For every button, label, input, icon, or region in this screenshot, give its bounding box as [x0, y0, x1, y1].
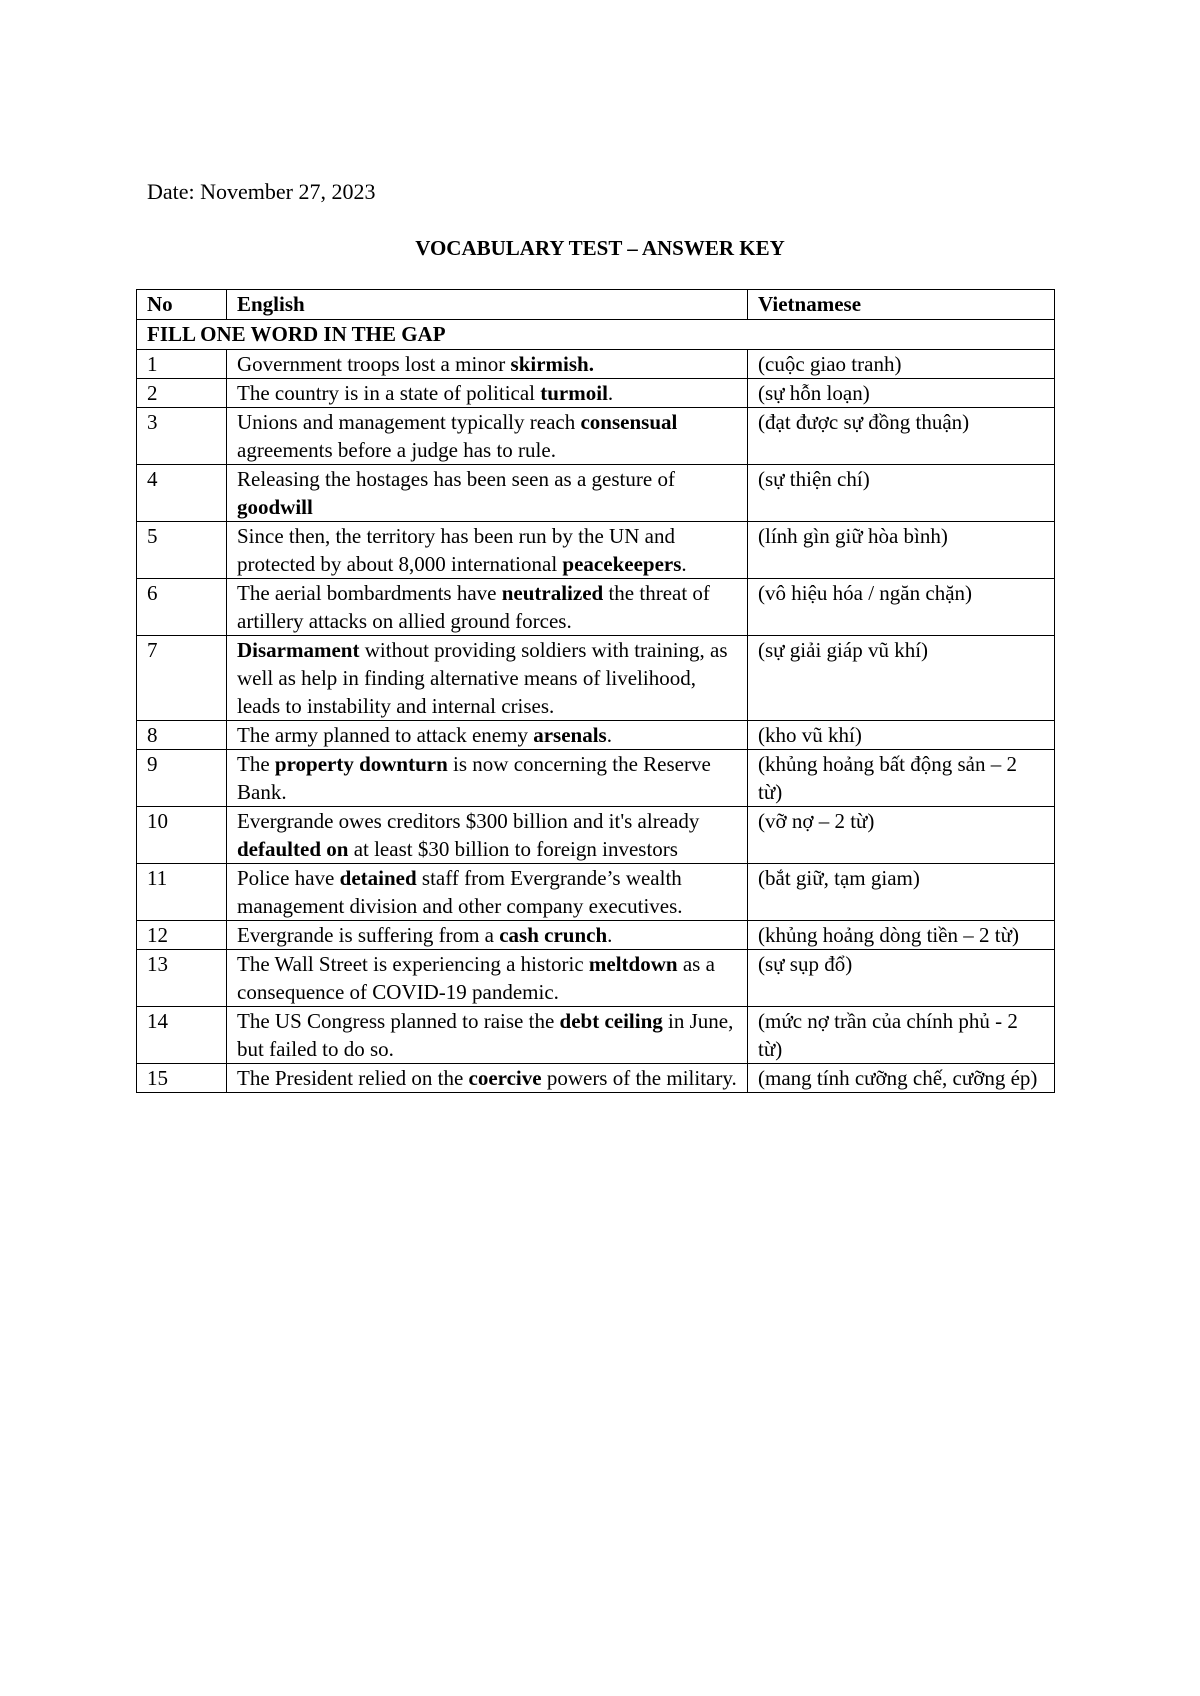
row-number: 10: [137, 807, 227, 864]
vietnamese-meaning: (kho vũ khí): [748, 721, 1055, 750]
sentence-text-before: The army planned to attack enemy: [237, 723, 534, 747]
vietnamese-meaning: (mức nợ trần của chính phủ - 2 từ): [748, 1007, 1055, 1064]
english-sentence: [227, 350, 748, 379]
table-row: [137, 408, 1055, 465]
table-row: [137, 750, 1055, 807]
answer-word: defaulted on: [237, 837, 349, 861]
row-number: 14: [137, 1007, 227, 1064]
sentence-text-after: without providing soldiers with training, as well as help in finding alternative means of livelihood, leads to instability and internal crises.: [237, 638, 728, 718]
sentence-text-after: .: [606, 723, 612, 747]
row-number: 4: [137, 465, 227, 522]
sentence-text-before: Evergrande owes creditors $300 billion and it's already: [237, 809, 700, 833]
vietnamese-meaning: (bắt giữ, tạm giam): [748, 864, 1055, 921]
sentence-text-before: The US Congress planned to raise the: [237, 1009, 560, 1033]
sentence-text-before: The Wall Street is experiencing a historic: [237, 952, 589, 976]
vocabulary-table: [136, 289, 1055, 1093]
row-number: 12: [137, 921, 227, 950]
row-number: 13: [137, 950, 227, 1007]
english-sentence: [227, 807, 748, 864]
english-sentence: [227, 950, 748, 1007]
vietnamese-meaning: (cuộc giao tranh): [748, 350, 1055, 379]
sentence-text-after: .: [607, 381, 614, 405]
answer-word: consensual: [580, 410, 678, 434]
vietnamese-meaning: (vỡ nợ – 2 từ): [748, 807, 1055, 864]
row-number: 15: [137, 1064, 227, 1093]
sentence-text-after: is now concerning the Reserve Bank.: [237, 752, 711, 804]
answer-word: debt ceiling: [559, 1009, 663, 1033]
sentence-text-before: Evergrande is suffering from a: [237, 923, 500, 947]
english-sentence: [227, 636, 748, 721]
table-row: [137, 921, 1055, 950]
english-sentence: [227, 721, 748, 750]
vietnamese-meaning: (khủng hoảng bất động sản – 2 từ): [748, 750, 1055, 807]
table-row: [137, 522, 1055, 579]
row-number: 8: [137, 721, 227, 750]
vietnamese-meaning: (sự giải giáp vũ khí): [748, 636, 1055, 721]
english-sentence: [227, 379, 748, 408]
vietnamese-meaning: (sự thiện chí): [748, 465, 1055, 522]
table-row: [137, 1007, 1055, 1064]
answer-word: peacekeepers: [562, 552, 682, 576]
answer-word: meltdown: [588, 952, 678, 976]
vietnamese-meaning: (đạt được sự đồng thuận): [748, 408, 1055, 465]
sentence-text-before: The country is in a state of political: [237, 381, 541, 405]
row-number: 3: [137, 408, 227, 465]
sentence-text-before: Police have: [237, 866, 340, 890]
row-number: 7: [137, 636, 227, 721]
row-number: 1: [137, 350, 227, 379]
vietnamese-meaning: (sự sụp đổ): [748, 950, 1055, 1007]
table-row: [137, 807, 1055, 864]
sentence-text-before: Releasing the hostages has been seen as a gesture of: [237, 467, 675, 491]
english-sentence: [227, 921, 748, 950]
english-sentence: [227, 408, 748, 465]
english-sentence: [227, 1064, 748, 1093]
row-number: 5: [137, 522, 227, 579]
answer-word: Disarmament: [237, 638, 360, 662]
sentence-text-after: at least $30 billion to foreign investors: [348, 837, 678, 861]
sentence-text-after: in June, but failed to do so.: [237, 1009, 734, 1061]
sentence-text-before: Since then, the territory has been run by the UN and protected by about 8,000 international: [237, 524, 675, 576]
english-sentence: [227, 522, 748, 579]
answer-word: neutralized: [501, 581, 604, 605]
answer-word: detained: [339, 866, 417, 890]
sentence-text-after: agreements before a judge has to rule.: [237, 438, 556, 462]
table-row: [137, 465, 1055, 522]
column-header-english: English: [227, 290, 748, 320]
answer-word: coercive: [468, 1066, 542, 1090]
section-heading-row: [137, 320, 1055, 350]
english-sentence: [227, 465, 748, 522]
table-row: [137, 379, 1055, 408]
column-header-no: No: [137, 290, 227, 320]
table-header-row: [137, 290, 1055, 320]
english-sentence: [227, 864, 748, 921]
table-row: [137, 579, 1055, 636]
answer-word: cash crunch: [499, 923, 608, 947]
table-row: [137, 864, 1055, 921]
answer-word: property downturn: [274, 752, 448, 776]
vietnamese-meaning: (lính gìn giữ hòa bình): [748, 522, 1055, 579]
english-sentence: [227, 579, 748, 636]
column-header-vietnamese: Vietnamese: [748, 290, 1055, 320]
date-line: Date: November 27, 2023: [147, 179, 376, 204]
english-sentence: [227, 750, 748, 807]
sentence-text-after: as a consequence of COVID-19 pandemic.: [237, 952, 715, 1004]
sentence-text-before: Government troops lost a minor: [237, 352, 511, 376]
table-row: [137, 350, 1055, 379]
sentence-text-after: .: [681, 552, 687, 576]
answer-word: skirmish.: [510, 352, 594, 376]
row-number: 2: [137, 379, 227, 408]
sentence-text-after: staff from Evergrande’s wealth management division and other company executives.: [237, 866, 683, 918]
answer-word: goodwill: [237, 495, 313, 519]
vietnamese-meaning: (mang tính cưỡng chế, cưỡng ép): [748, 1064, 1055, 1093]
row-number: 11: [137, 864, 227, 921]
sentence-text-before: The aerial bombardments have: [237, 581, 502, 605]
row-number: 9: [137, 750, 227, 807]
answer-word: turmoil: [540, 381, 608, 405]
section-heading: FILL ONE WORD IN THE GAP: [137, 320, 1055, 350]
sentence-text-after: .: [607, 923, 613, 947]
table-row: [137, 1064, 1055, 1093]
table-row: [137, 950, 1055, 1007]
table-row: [137, 636, 1055, 721]
vietnamese-meaning: (khủng hoảng dòng tiền – 2 từ): [748, 921, 1055, 950]
vietnamese-meaning: (vô hiệu hóa / ngăn chặn): [748, 579, 1055, 636]
sentence-text-after: powers of the military.: [541, 1066, 737, 1090]
sentence-text-before: The President relied on the: [237, 1066, 469, 1090]
table-body: [137, 320, 1055, 1093]
row-number: 6: [137, 579, 227, 636]
vietnamese-meaning: (sự hỗn loạn): [748, 379, 1055, 408]
sentence-text-before: Unions and management typically reach: [237, 410, 581, 434]
sentence-text-after: the threat of artillery attacks on allied ground forces.: [237, 581, 710, 633]
page-title: VOCABULARY TEST – ANSWER KEY: [415, 236, 785, 260]
sentence-text-before: The: [237, 752, 275, 776]
answer-word: arsenals: [533, 723, 607, 747]
english-sentence: [227, 1007, 748, 1064]
table-row: [137, 721, 1055, 750]
